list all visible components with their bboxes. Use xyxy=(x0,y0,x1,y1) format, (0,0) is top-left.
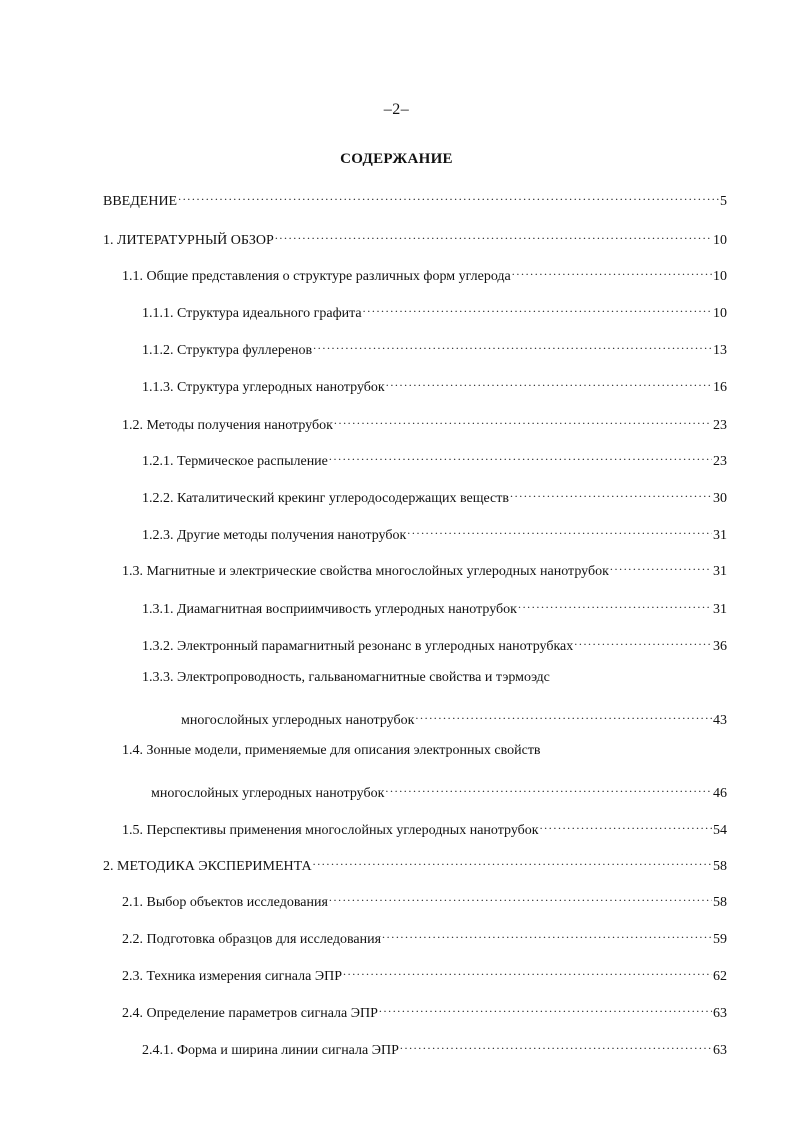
toc-entry-label: 1.2.1. Термическое распыление xyxy=(142,454,328,469)
toc-entry xyxy=(142,336,727,358)
toc-leader-dots xyxy=(178,187,719,205)
toc-entry-page: 10 xyxy=(713,233,727,248)
toc-entry-label: 1.3.2. Электронный парамагнитный резонанс в углеродных нанотрубках xyxy=(142,639,574,654)
toc-entry-page: 58 xyxy=(713,859,727,874)
toc-entry-label: 2. МЕТОДИКА ЭКСПЕРИМЕНТА xyxy=(103,859,312,874)
toc-entry-label: ВВЕДЕНИЕ xyxy=(103,194,178,209)
toc-entry-page: 10 xyxy=(713,269,727,284)
toc-entry-page: 30 xyxy=(713,491,727,506)
toc-entry-page: 31 xyxy=(713,528,727,543)
toc-leader-dots xyxy=(343,962,712,980)
toc-entry xyxy=(181,706,727,728)
toc-entry-page: 23 xyxy=(713,418,727,433)
toc-entry xyxy=(122,888,727,910)
toc-entry-label: 1.1.3. Структура углеродных нанотрубок xyxy=(142,380,385,395)
toc-leader-dots xyxy=(334,411,712,429)
toc-leader-dots xyxy=(540,816,712,834)
toc-entry-label: 2.3. Техника измерения сигнала ЭПР xyxy=(122,969,342,984)
toc-leader-dots xyxy=(329,447,712,465)
toc-entry-label: многослойных углеродных нанотрубок xyxy=(151,786,385,801)
toc-entry xyxy=(122,262,727,284)
toc-entry xyxy=(103,852,727,874)
toc-entry-page: 31 xyxy=(713,564,727,579)
toc-entry-label: 2.1. Выбор объектов исследования xyxy=(122,895,328,910)
toc-entry-page: 5 xyxy=(720,194,727,209)
toc-entry-label: 1.2.3. Другие методы получения нанотрубок xyxy=(142,528,407,543)
toc-entry-page: 31 xyxy=(713,602,727,617)
toc-leader-dots xyxy=(382,925,712,943)
toc-entry-label: 1. ЛИТЕРАТУРНЫЙ ОБЗОР xyxy=(103,233,274,248)
toc-entry xyxy=(142,521,727,543)
toc-entry-page: 63 xyxy=(713,1043,727,1058)
toc-entry-label: 1.2.2. Каталитический крекинг углеродосодержащих веществ xyxy=(142,491,510,506)
toc-entry xyxy=(122,816,727,838)
toc-entry xyxy=(122,962,727,984)
toc-entry xyxy=(122,925,727,947)
toc-leader-dots xyxy=(363,299,712,317)
toc-entry xyxy=(142,373,727,395)
page-number: –2– xyxy=(383,101,410,118)
toc-entry-label: 1.5. Перспективы применения многослойных углеродных нанотрубок xyxy=(122,823,539,838)
toc-entry xyxy=(142,484,727,506)
toc-title: СОДЕРЖАНИЕ xyxy=(340,151,453,167)
toc-entry-page: 43 xyxy=(713,713,727,728)
toc-leader-dots xyxy=(415,706,712,724)
toc-entry xyxy=(122,999,727,1021)
toc-entry-label: 1.3. Магнитные и электрические свойства многослойных углеродных нанотрубок xyxy=(122,564,609,579)
toc-entry-label: 1.1.2. Структура фуллеренов xyxy=(142,343,313,358)
toc-entry xyxy=(122,411,727,433)
toc-entry-label: 2.4. Определение параметров сигнала ЭПР xyxy=(122,1006,378,1021)
toc-entry-page: 54 xyxy=(713,823,727,838)
toc-leader-dots xyxy=(313,336,712,354)
toc-leader-dots xyxy=(574,632,712,650)
toc-entry-label: многослойных углеродных нанотрубок xyxy=(181,713,415,728)
toc-entry-page: 36 xyxy=(713,639,727,654)
toc-entry xyxy=(142,1036,727,1058)
toc-entry-label: 1.1. Общие представления о структуре различных форм углерода xyxy=(122,269,511,284)
toc-entry-page: 16 xyxy=(713,380,727,395)
toc-entry xyxy=(142,632,727,654)
toc-leader-dots xyxy=(510,484,712,502)
toc-entry-page: 46 xyxy=(713,786,727,801)
toc-entry xyxy=(151,779,727,801)
toc-leader-dots xyxy=(407,521,712,539)
toc-entry xyxy=(122,557,727,579)
toc-entry-page: 58 xyxy=(713,895,727,910)
toc-entry-page: 10 xyxy=(713,306,727,321)
toc-entry-page: 62 xyxy=(713,969,727,984)
toc-entry-page: 23 xyxy=(713,454,727,469)
toc-entry-label-line1: 1.3.3. Электропроводность, гальваномагнитные свойства и тэрмоэдс xyxy=(142,670,550,685)
toc-leader-dots xyxy=(518,595,712,613)
toc-leader-dots xyxy=(275,226,712,244)
toc-entry-label: 1.1.1. Структура идеального графита xyxy=(142,306,362,321)
toc-entry-label: 2.4.1. Форма и ширина линии сигнала ЭПР xyxy=(142,1043,399,1058)
toc-entry xyxy=(103,187,727,209)
toc-leader-dots xyxy=(379,999,712,1017)
toc-entry xyxy=(142,447,727,469)
toc-leader-dots xyxy=(400,1036,712,1054)
toc-leader-dots xyxy=(385,779,712,797)
toc-entry-label: 1.3.1. Диамагнитная восприимчивость углеродных нанотрубок xyxy=(142,602,517,617)
toc-leader-dots xyxy=(610,557,712,575)
toc-entry xyxy=(103,226,727,248)
toc-leader-dots xyxy=(386,373,712,391)
toc-entry-page: 59 xyxy=(713,932,727,947)
toc-entry-label: 2.2. Подготовка образцов для исследования xyxy=(122,932,382,947)
toc-entry-label: 1.2. Методы получения нанотрубок xyxy=(122,418,333,433)
toc-entry xyxy=(142,595,727,617)
toc-leader-dots xyxy=(313,852,712,870)
toc-entry-page: 63 xyxy=(713,1006,727,1021)
toc-entry xyxy=(142,299,727,321)
toc-entry-page: 13 xyxy=(713,343,727,358)
toc-leader-dots xyxy=(512,262,712,280)
toc-entry-label-line1: 1.4. Зонные модели, применяемые для описания электронных свойств xyxy=(122,743,541,758)
toc-leader-dots xyxy=(329,888,712,906)
